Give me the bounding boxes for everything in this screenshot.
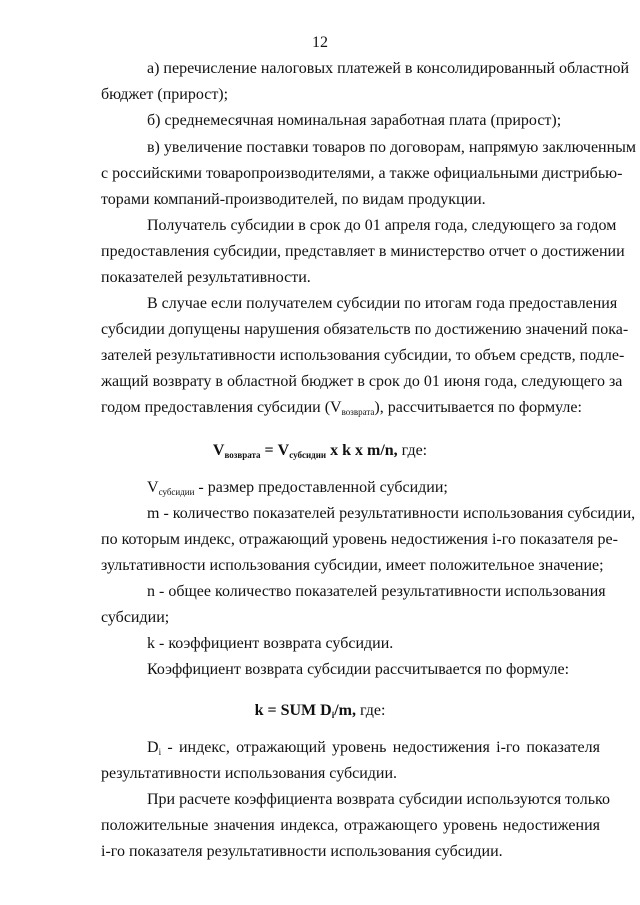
formula-v-return-sub: возврата (224, 450, 261, 460)
formula-v-return: V (212, 442, 225, 459)
definition-m-line-3: зультативности использования субсидии, имеет положительное значение; (101, 557, 604, 574)
def-d-text: - индекс, отражающий уровень недостижения i-го показателя (161, 739, 600, 756)
coefficient-intro: Коэффициент возврата субсидии рассчитывается по формуле: (147, 661, 570, 678)
definition-d-line-1 (147, 738, 600, 762)
def-v-symbol: V (147, 479, 159, 496)
definition-v-subsidy (147, 478, 448, 502)
formula-equals: = (260, 442, 278, 459)
paragraph-violation-line-1: В случае если получателем субсидии по итогам года предоставления (147, 295, 618, 312)
paragraph-report-line-3: показателей результативности. (101, 269, 311, 286)
list-item-a: а) перечисление налоговых платежей в консолидированный областной (147, 60, 630, 77)
paragraph-positive-line-3: i-го показателя результативности использования субсидии. (101, 843, 503, 860)
formula2-left: k = SUM D (254, 702, 332, 719)
list-item-c-cont-2: торами компаний-производителей, по видам продукции. (101, 191, 486, 208)
definition-k: k - коэффициент возврата субсидии. (147, 635, 394, 652)
list-item-c: в) увеличение поставки товаров по договорам, напрямую заключенным (147, 139, 637, 156)
list-item-c-cont-1: с российскими товаропроизводителями, а также официальными дистрибью- (101, 165, 623, 182)
formula-rest: x k x m/n, (326, 442, 398, 459)
list-item-b: б) среднемесячная номинальная заработная плата (прирост); (147, 112, 562, 129)
paragraph-positive-line-1: При расчете коэффициента возврата субсидии используются только (147, 791, 610, 808)
def-d-subscript: i (158, 747, 162, 757)
paragraph-violation-line-4: жащий возврату в областной бюджет в срок до 01 июня года, следующего за (101, 373, 623, 390)
v-subscript: возврата (341, 407, 375, 417)
paragraph-violation-line-3: зателей результативности использования субсидии, то объем средств, подле- (101, 347, 625, 364)
formula-v-subsidy-sub: субсидии (289, 450, 327, 460)
formula-coefficient (0, 701, 640, 725)
line-text-before: годом предоставления субсидии (V (101, 399, 342, 416)
formula2-right: /m, (334, 702, 356, 719)
paragraph-violation-line-5 (101, 398, 582, 422)
paragraph-report-line-1: Получатель субсидии в срок до 01 апреля года, следующего за годом (147, 217, 617, 234)
definition-d-line-2: результативности использования субсидии. (101, 765, 398, 782)
line-text-after: ), рассчитывается по формуле: (374, 399, 582, 416)
paragraph-violation-line-2: субсидии допущены нарушения обязательств по достижению значений пока- (101, 321, 629, 338)
formula2-suffix: где: (355, 702, 386, 719)
page-number: 12 (312, 34, 328, 51)
paragraph-positive-line-2: положительные значения индекса, отражающего уровень недостижения (101, 817, 600, 834)
definition-m-line-2: по которым индекс, отражающий уровень недостижения i-го показателя ре- (101, 531, 618, 548)
definition-n-line-1: n - общее количество показателей результативности использования (147, 583, 606, 600)
def-v-subscript: субсидии (158, 487, 195, 497)
def-v-text: - размер предоставленной субсидии; (194, 479, 448, 496)
list-item-a-cont: бюджет (прирост); (101, 86, 229, 103)
formula-refund-volume (0, 441, 640, 465)
formula-v-subsidy: V (277, 442, 290, 459)
definition-n-line-2: субсидии; (101, 609, 170, 626)
def-d-symbol: D (147, 739, 159, 756)
formula-suffix: где: (397, 442, 428, 459)
formula2-sub: i (331, 710, 335, 720)
paragraph-report-line-2: предоставления субсидии, представляет в министерство отчет о достижении (101, 243, 625, 260)
definition-m-line-1: m - количество показателей результативности использования субсидии, (147, 505, 636, 522)
